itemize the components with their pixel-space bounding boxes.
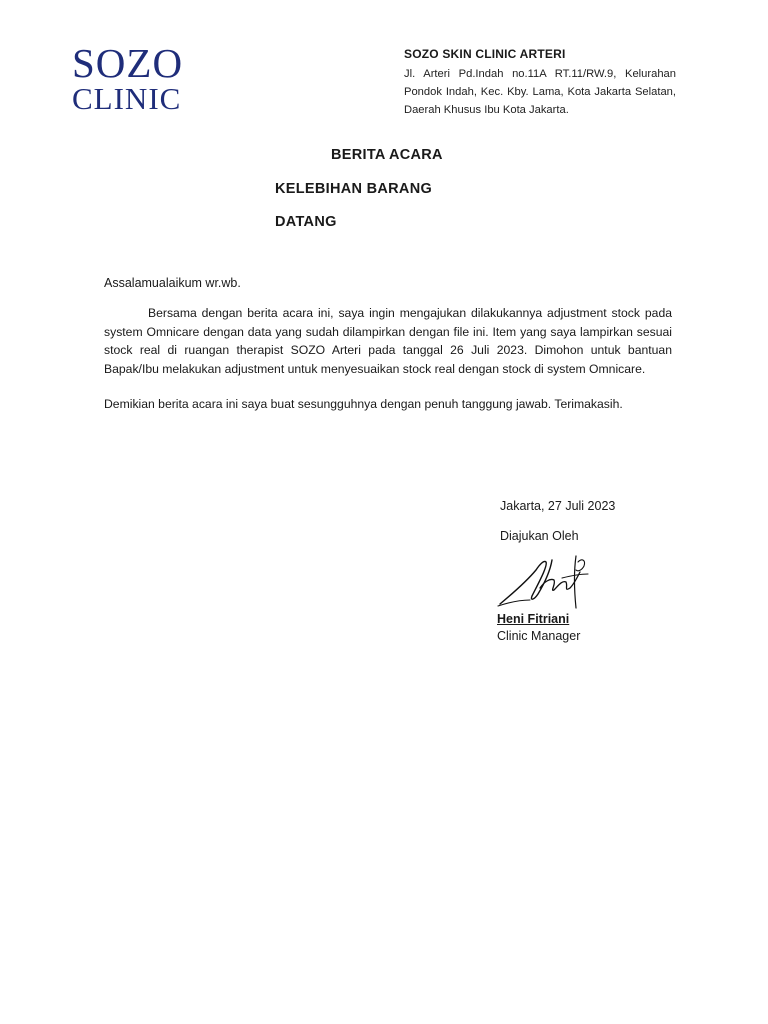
clinic-address: Jl. Arteri Pd.Indah no.11A RT.11/RW.9, Kelurahan Pondok Indah, Kec. Kby. Lama, Kota Jakarta Selatan, Daerah Khusus Ibu Kota Jakarta. xyxy=(404,68,676,116)
signer-position: Clinic Manager xyxy=(497,629,581,643)
logo-line-sozo: SOZO xyxy=(72,40,184,86)
logo-line-clinic: CLINIC xyxy=(72,81,182,116)
document-title-line-1: BERITA ACARA xyxy=(331,147,443,163)
clinic-name: SOZO SKIN CLINIC ARTERI xyxy=(404,47,566,61)
handwritten-signature-icon xyxy=(490,548,600,616)
closing-statement: Demikian berita acara ini saya buat sesungguhnya dengan penuh tanggung jawab. Terimakasih. xyxy=(104,397,623,411)
signer-name: Heni Fitriani xyxy=(497,612,570,626)
document-title-line-3: DATANG xyxy=(275,214,337,230)
sozo-clinic-logo xyxy=(72,40,190,116)
document-title-line-2: KELEBIHAN BARANG xyxy=(275,181,433,197)
submitted-by-label: Diajukan Oleh xyxy=(500,529,579,543)
place-date: Jakarta, 27 Juli 2023 xyxy=(500,499,616,513)
greeting: Assalamualaikum wr.wb. xyxy=(104,276,241,290)
body-paragraph: Bersama dengan berita acara ini, saya ingin mengajukan dilakukannya adjustment stock pada system Omnicare dengan data yang sudah dilampirkan dengan file ini. Item yang saya lampirkan sesuai stock real di ruangan therapist SOZO Arteri pada tanggal 26 Juli 2023. Dimohon untuk bantuan Bapak/Ibu melakukan adjustment untuk menyesuaikan stock real dengan stock di system Omnicare. xyxy=(104,306,672,376)
